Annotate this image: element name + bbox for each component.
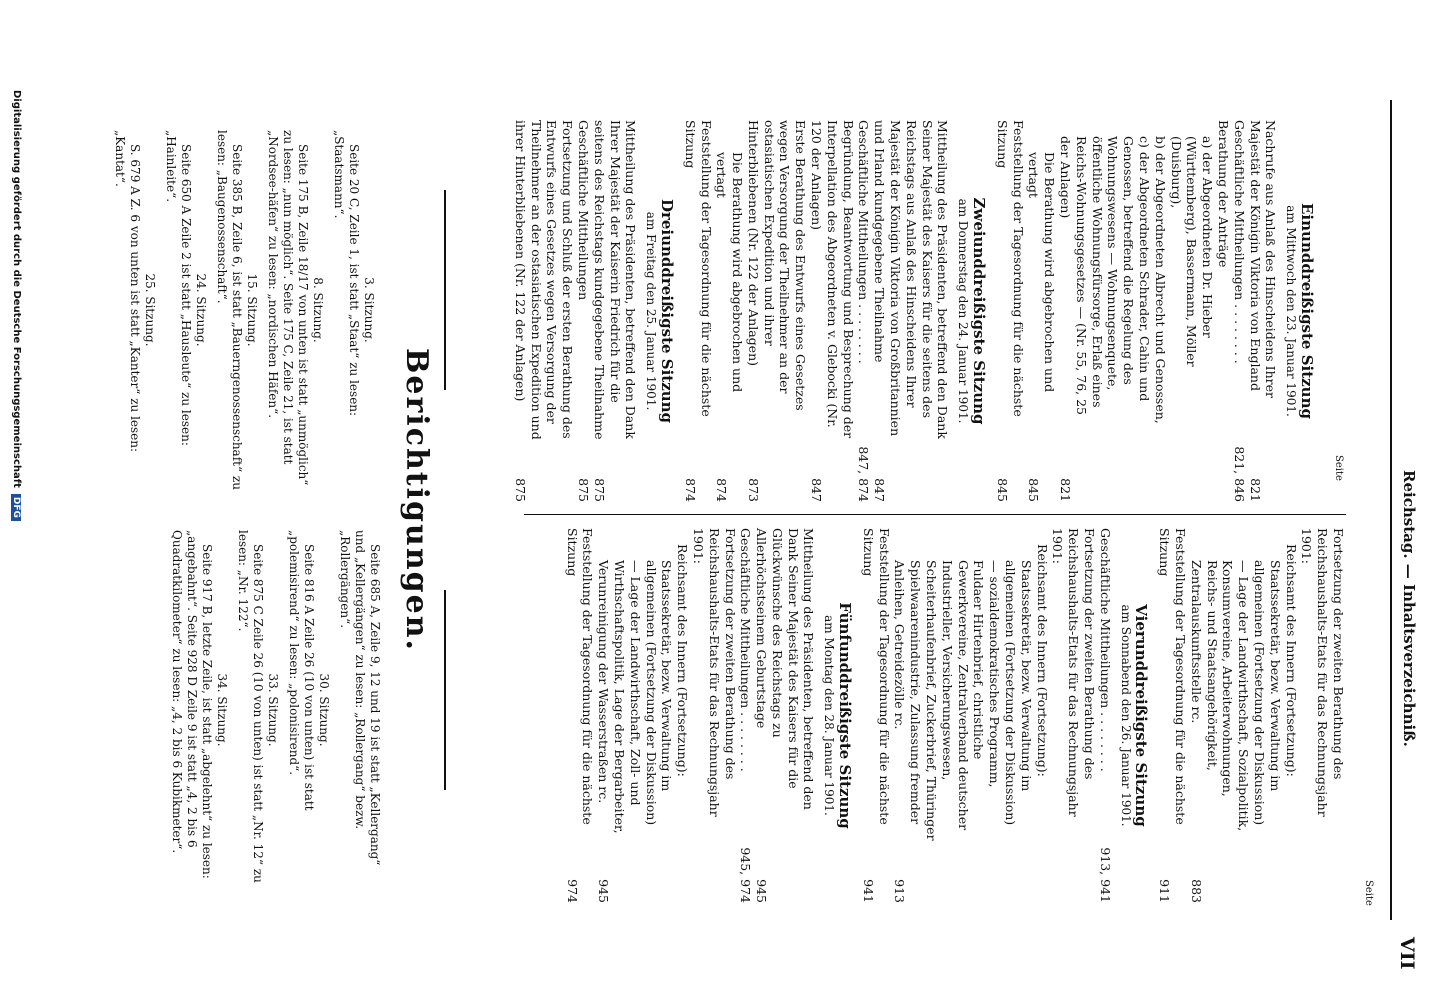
entry-text: Geschäftliche Mittheilungen [575,120,591,301]
toc-entry [595,528,674,903]
correction-session: 8. Sitzung. [311,277,325,343]
correction-text: Seite 385 B, Zeile 6, ist statt „Bauerngenossenschaft“ zu lesen: „Baugenossenschaft“. [215,130,244,490]
toc-entry [1026,120,1058,502]
toc-entry [682,120,714,502]
entry-text: Reichsamt des Innern (Fortsetzung): [1283,544,1299,777]
entry-text: Geschäftliche Mittheilungen . . . . . . . . [856,120,872,364]
sitzung-date: am Sonnabend den 26. Januar 1901. [1118,604,1133,827]
entry-text: Staatssekretär, bezw. Verwaltung im allgemeinen (Fortsetzung der Diskussion) — Lage der Landwirthschaft, Sozialpolitik, Konsumvereine, Arbeiterwohnungen, Reichs- und Staatsangehörigkeit, Zentralauskunftsstelle rc. [1188,560,1283,832]
entry-page: 821 [1058,478,1074,502]
entry-page: 913, 941 [1097,847,1113,903]
entry-page: 883 [1188,879,1204,903]
toc-entry [753,528,816,903]
entry-text: Berathung der Anträge [1216,120,1232,268]
entry-text: Begründung, Beantwortung und Besprechung der Interpellation des Abgeordneten v. Glebocki (Nr. 120 der Anlagen) [809,120,856,439]
seite-label-right: Seite [1363,880,1374,906]
entry-page: 845 [1026,478,1042,502]
entry-page: 875 [512,478,528,502]
toc-column-left [512,120,1322,502]
column-divider [524,514,1346,515]
correction-text: S. 679 A Z. 6 von unten ist statt „Kanter“ zu lesen: „Kantat“. [113,130,142,453]
entry-text: c) der Abgeordneten Schrader, Cahin und Genossen, betreffend die Regelung des Wohnungswesens — Wohnungsenquete, öffentliche Wohnungsfürsorge, Erlaß eines Reichs-Wohnungsgesetzes — (Nr. 55, 76, 25 der Anlagen) [1058,136,1153,416]
entry-text: Fortsetzung der zweiten Berathung des Reichshaushalts-Etats für das Rechnungsjahr 1901: [1299,528,1346,817]
sitzung-heading: Dreiunddreißigste Sitzung [657,198,676,424]
toc-entry [564,528,596,903]
entry-text: Die Berathung wird abgebrochen und vertagt [714,152,746,393]
correction-session: 15. Sitzung. [245,273,259,347]
toc-entry [856,120,872,502]
toc-entry [1050,528,1097,903]
entry-page: 875 [575,478,591,502]
correction-text: Seite 875 C Zeile 26 (10 von unten) ist statt „Nr. 12“ zu lesen: „Nr. 122“. [236,530,265,883]
entry-page: 945 [596,879,612,903]
entry-page: 945 [754,879,770,903]
entry-text: Feststellung der Tagesordnung für die nächste Sitzung [860,528,892,825]
correction-text: Seite 20 C, Zeile 1, ist statt „Staat“ zu lesen: „Staatsmann“. [332,130,361,417]
toc-entry [994,120,1026,502]
entry-text: Staatssekretär, bezw. Verwaltung im allgemeinen (Fortsetzung der Diskussion) — Lage der Landwirthschaft, Zoll- und Wirthschaftspolitik, Lage der Bergarbeiter, Verunreinigung der Wasserstraßen rc. [596,560,675,834]
sitzung-date: am Freitag den 25. Januar 1901. [644,211,659,411]
toc-entry [1283,528,1299,903]
entry-page: 874 [714,478,730,502]
corrections-column-right [112,530,382,890]
entry-text: a) der Abgeordneten Dr. Hieber (Württemberg), Bassermann, Möller (Duisburg), [1168,136,1216,367]
entry-text: Fortsetzung und Schluß der ersten Berathung des Entwurfs eines Gesetzes wegen Versorgung der Theilnehmer an der ostasiatischen Expedition und ihrer Hinterbliebenen (Nr. 122 der Anlagen) [512,120,576,440]
toc-entry [1034,528,1050,903]
correction-session: 25. Sitzung. [143,273,157,347]
entry-page: 845 [994,478,1010,502]
entry-page: 941 [860,879,876,903]
entry-page: 974 [564,879,580,903]
entry-text: Fortsetzung der zweiten Berathung des Reichshaushalts-Etats für das Rechnungsjahr 1901: [690,528,738,817]
toc-entry [808,120,855,502]
toc-entry [1247,120,1279,502]
entry-page: 847 [872,478,888,502]
toc-entry [1231,120,1247,502]
entry-text: Feststellung der Tagesordnung für die nächste Sitzung [564,528,596,825]
digitization-credit [11,90,22,521]
entry-text: Geschäftliche Mittheilungen . . . . . . . . [1231,120,1247,364]
entry-text: Geschäftliche Mittheilungen . . . . . . . . [738,528,754,772]
entry-page: 911 [1157,879,1173,903]
berichtigungen-rule-left [444,190,446,390]
seite-label-left: Seite [1333,455,1344,481]
correction-session: 3. Sitzung. [362,277,376,343]
correction-session: 33. Sitzung. [266,673,280,747]
entry-text: b) der Abgeordneten Albrecht und Genossen, [1152,136,1168,424]
entry-text: Reichsamt des Innern (Fortsetzung): [1034,544,1050,777]
entry-page: 913 [892,879,908,903]
entry-text: Reichsamt des Innern (Fortsetzung): [675,544,691,777]
correction-text: Seite 650 A Zeile 2 ist statt „Hausleute“ zu lesen: „Hainleite“. [164,130,193,446]
entry-text: Feststellung der Tagesordnung für die nächste Sitzung [682,120,714,417]
correction-text: Seite 175 B, Zeile 18/17 von unten ist statt „unmöglich“ zu lesen: „nun möglich“. Seite 175 C, Zeile 21, ist statt „Nordsee-häfen“ zu lesen: „nordischen Häfen“. [266,130,310,486]
toc-entry [714,120,746,502]
entry-page: 874 [682,478,698,502]
correction-session: 24. Sitzung. [194,273,208,347]
correction-text: Seite 816 A Zeile 26 (10 von unten) ist statt „polemisirend“ zu lesen: „polonisirend“. [287,530,316,811]
toc-entry [575,120,591,502]
entry-page: 945, 974 [738,847,754,903]
toc-entry [591,120,638,502]
entry-text: Staatssekretär, bezw. Verwaltung im allgemeinen (Fortsetzung der Diskussion) — sozialdemokratisches Programm, Fuldaer Hirtenbrief, christliche Gewerkvereine, Zentralverband deutscher Industrieller, Versicherungswesen, Scheiterhaufenbrief, Zuckerbrief, Thüringer Spielwaarenindustrie, Zulassung fremder Anleihen, Getreidezölle rc. [892,560,1034,841]
entry-text: Geschäftliche Mittheilungen . . . . . . . . [1097,528,1113,772]
sitzung-date: am Donnerstag den 24. Januar 1901. [956,198,971,424]
dfg-logo: DFG [11,494,21,521]
correction-text: Seite 685 A, Zeile 9, 12 und 19 ist statt „Kellergang“ und „Kellergängen“ zu lesen: „Rollergang“ bezw. „Rollergängen“. [338,530,382,866]
correction-session: 34. Sitzung. [215,673,229,747]
entry-text: Erste Berathung des Entwurfs eines Gesetzes wegen Versorgung der Theilnehmer an der ostasiatischen Expedition und ihrer Hinterbliebenen (Nr. 122 der Anlagen) [745,120,809,411]
corrections-column-left [112,130,382,490]
correction-session: 30. Sitzung. [317,673,331,747]
sitzung-heading: Vierunddreißigste Sitzung [1132,604,1151,827]
credit-text: Digitalisierung gefördert durch die Deutsche Forschungsgemeinschaft [11,90,22,488]
berichtigungen-title: Berichtigungen. [399,348,434,652]
toc-entry [512,120,575,502]
entry-page: 821, 846 [1231,446,1247,502]
entry-page: 875 [591,478,607,502]
toc-entry [738,528,754,903]
toc-entry [871,120,950,502]
sitzung-heading: Einunddreißigste Sitzung [1298,203,1316,419]
sitzung-heading: Zweiunddreißigste Sitzung [970,197,989,425]
entry-text: Nachrufe aus Anlaß des Hinscheidens Ihrer Majestät der Königin Viktoria von England [1247,120,1279,398]
toc-entry [1168,120,1215,502]
correction-text: Seite 917 B, letzte Zeile, ist statt „abgelehnt“ zu lesen: „angebahnt“. Seite 928 D Zeile 9 ist statt „4, 2 bis 6 Quadratkilometer“ zu lesen: „4, 2 bis 6 Kubikmeter“. [170,530,214,879]
entry-page: 821 [1247,478,1263,502]
header-rule [1390,100,1392,920]
toc-entry [1215,120,1231,502]
toc-entry [1188,528,1283,903]
entry-text: Feststellung der Tagesordnung für die nächste Sitzung [994,120,1026,417]
toc-entry [860,528,892,903]
entry-text: Mittheilung des Präsidenten, betreffend den Dank Ihrer Majestät der Kaiserin Friedrich für die seitens des Reichstags kundgegebene Theilnahme [591,120,639,440]
sitzung-date: am Montag den 28. Januar 1901. [822,615,837,816]
entry-page: 847, 874 [856,446,872,502]
corrections-area [112,130,382,890]
entry-page: 847 [809,478,825,502]
toc-entry [1156,528,1188,903]
berichtigungen-rule-right [444,590,446,790]
sitzung-date: am Mittwoch den 23. Januar 1901. [1284,205,1299,417]
toc-entry [1097,528,1113,903]
entry-text: Mittheilung des Präsidenten, betreffend den Dank Seiner Majestät des Kaisers für die Glückwünsche des Reichstags zu Allerhöchstseinem Geburtstage [754,528,817,810]
entry-text: Feststellung der Tagesordnung für die nächste Sitzung [1157,528,1189,825]
toc-entry [1057,120,1152,502]
running-header: Reichstag. — Inhaltsverzeichniß. [1400,470,1418,747]
toc-entry [1299,528,1346,903]
entry-text: Mittheilung des Präsidenten, betreffend den Dank Seiner Majestät des Kaisers für die seitens des Reichstags aus Anlaß des Hinscheidens Ihrer Majestät der Königin Viktoria von Großbritannien und Irland kundgegebene Theilnahme [872,120,951,439]
entry-page: 873 [745,478,761,502]
toc-entry [690,528,737,903]
toc-entry [674,528,690,903]
toc-entry [745,120,808,502]
toc-column-right [564,528,1346,903]
toc-entry [892,528,1034,903]
toc-entry [1152,120,1168,502]
entry-text: Fortsetzung der zweiten Berathung des Reichshaushalts-Etats für das Rechnungsjahr 1901: [1050,528,1098,817]
sitzung-heading: Fünfunddreißigste Sitzung [836,602,855,829]
page-number-roman: VII [1396,937,1418,970]
entry-text: Die Berathung wird abgebrochen und vertagt [1026,152,1058,393]
